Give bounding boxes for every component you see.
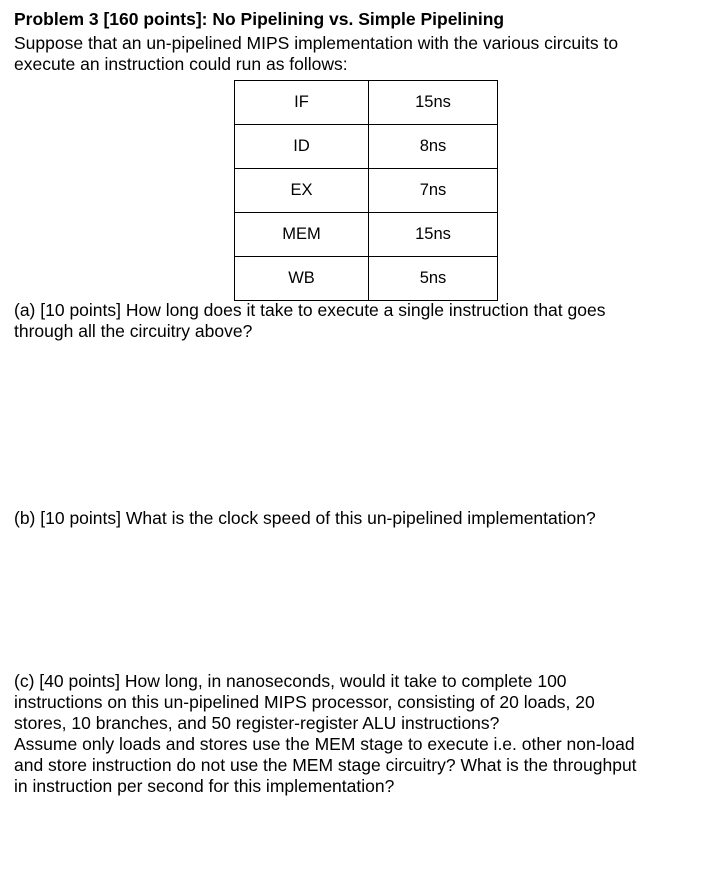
time-cell: 7ns <box>369 169 498 213</box>
table-row <box>235 125 498 169</box>
problem-intro <box>14 33 714 75</box>
intro-line: Suppose that an un-pipelined MIPS implementation with the various circuits to <box>14 33 619 53</box>
stage-cell: EX <box>235 169 369 213</box>
question-line: in instruction per second for this implementation? <box>14 776 395 796</box>
table-row <box>235 257 498 301</box>
table-row <box>235 169 498 213</box>
question-line: through all the circuitry above? <box>14 321 253 341</box>
question-line: Assume only loads and stores use the MEM stage to execute i.e. other non-load <box>14 734 635 754</box>
question-line: stores, 10 branches, and 50 register-register ALU instructions? <box>14 713 500 733</box>
question-line: (a) [10 points] How long does it take to execute a single instruction that goes <box>14 300 606 320</box>
question-line: instructions on this un-pipelined MIPS processor, consisting of 20 loads, 20 <box>14 692 595 712</box>
question-a <box>14 300 714 342</box>
time-cell: 5ns <box>369 257 498 301</box>
stage-cell: ID <box>235 125 369 169</box>
time-cell: 15ns <box>369 81 498 125</box>
question-line: and store instruction do not use the MEM stage circuitry? What is the throughput <box>14 755 637 775</box>
table-row <box>235 81 498 125</box>
stage-cell: WB <box>235 257 369 301</box>
intro-line: execute an instruction could run as follows: <box>14 54 348 74</box>
stage-cell: IF <box>235 81 369 125</box>
problem-title: Problem 3 [160 points]: No Pipelining vs. Simple Pipelining <box>14 9 505 29</box>
time-cell: 8ns <box>369 125 498 169</box>
question-line: (c) [40 points] How long, in nanoseconds, would it take to complete 100 <box>14 671 567 691</box>
question-line: (b) [10 points] What is the clock speed of this un-pipelined implementation? <box>14 508 596 528</box>
time-cell: 15ns <box>369 213 498 257</box>
stage-timing-table <box>234 80 498 301</box>
question-c <box>14 671 714 797</box>
stage-cell: MEM <box>235 213 369 257</box>
table-row <box>235 213 498 257</box>
question-b <box>14 508 714 529</box>
